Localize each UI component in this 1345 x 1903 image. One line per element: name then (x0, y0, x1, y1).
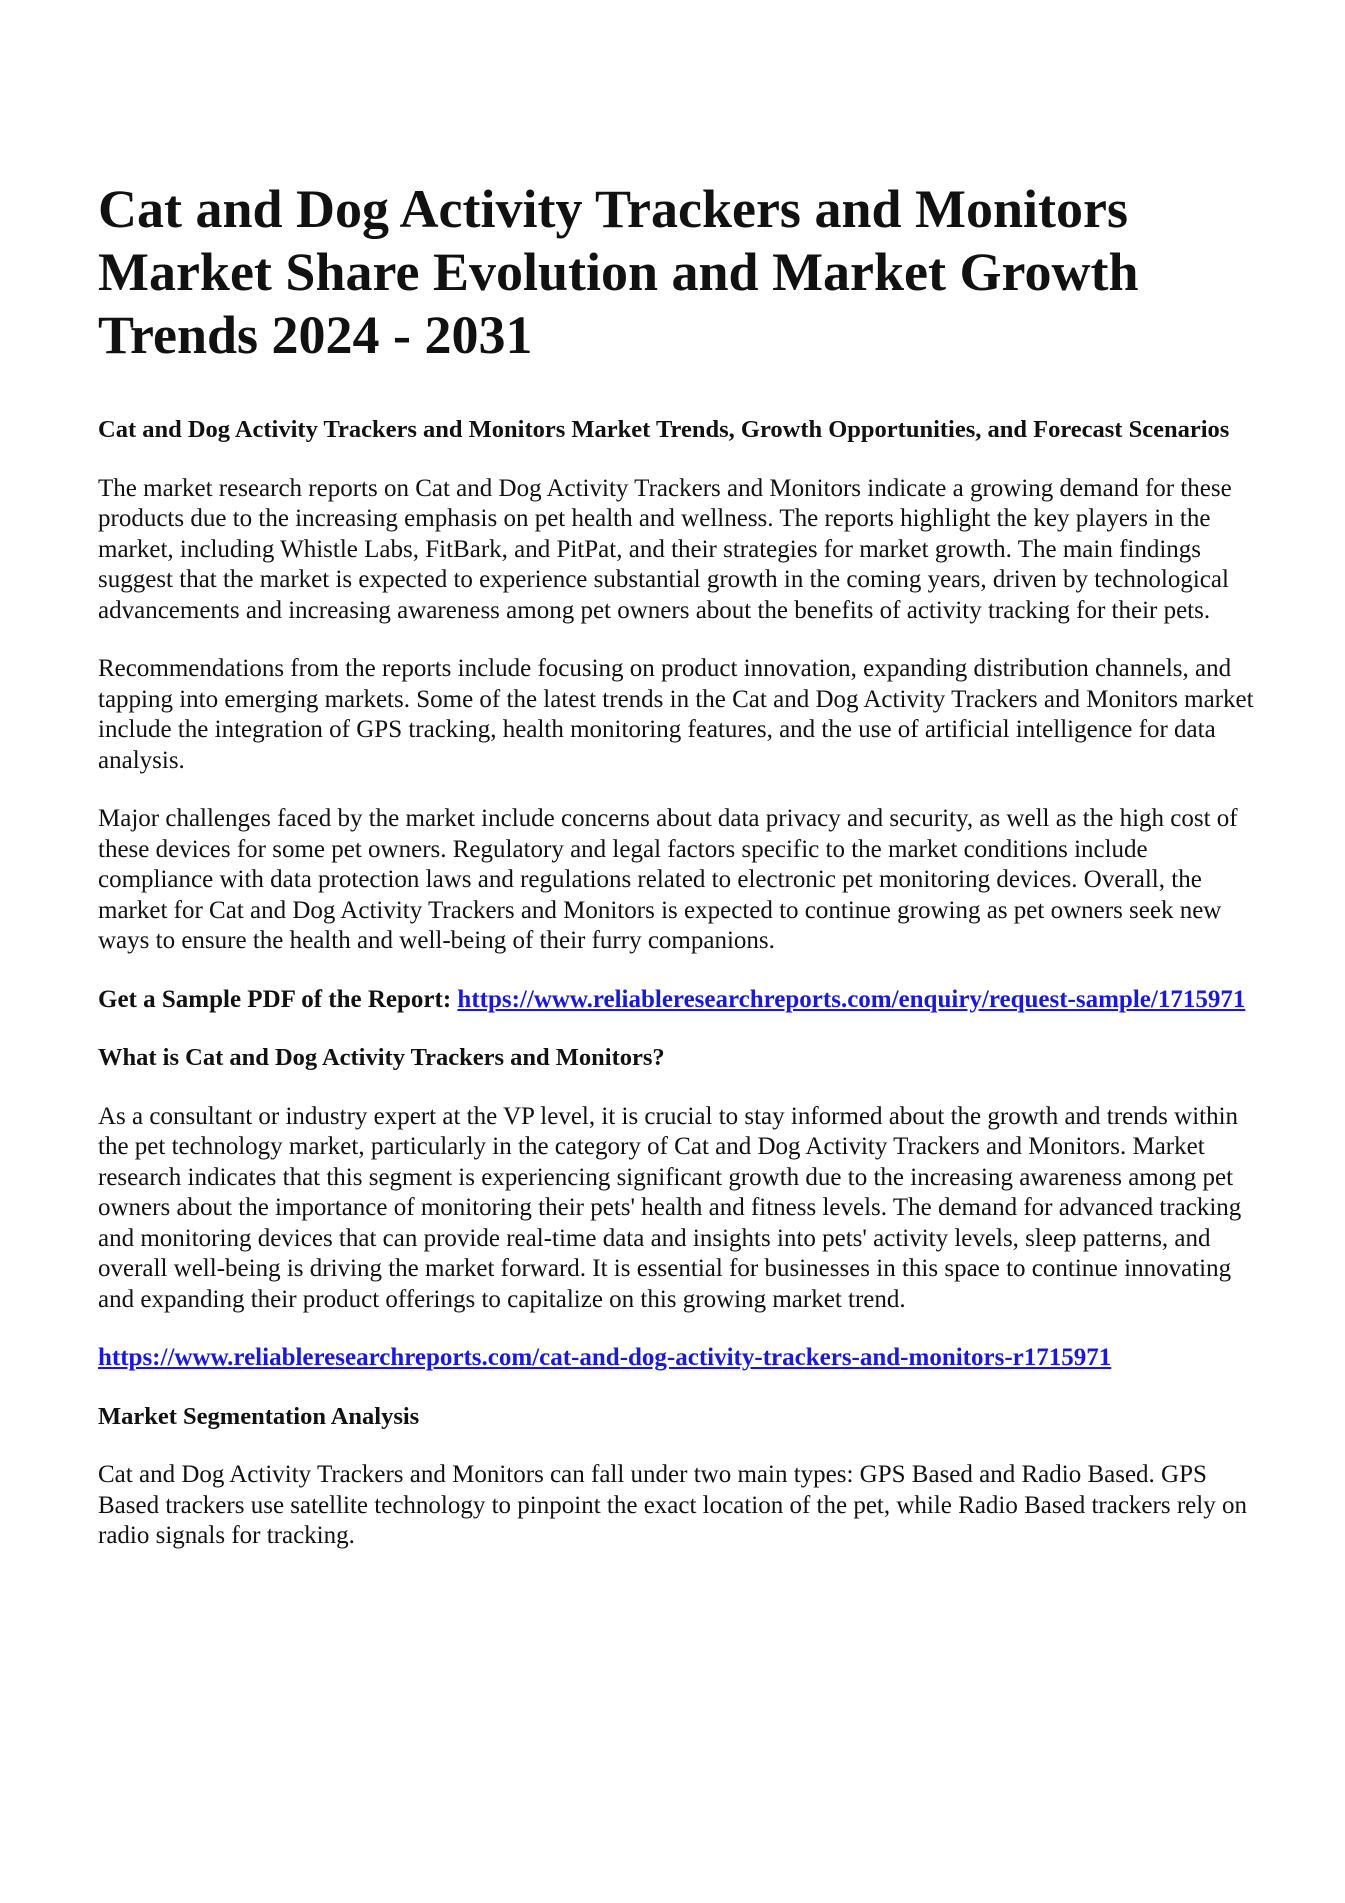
sample-pdf-link[interactable]: https://www.reliableresearchreports.com/enquiry/request-sample/1715971 (457, 985, 1246, 1013)
what-is-paragraph: As a consultant or industry expert at the VP level, it is crucial to stay informed about the growth and trends within the pet technology market, particularly in the category of Cat and Dog Activity Trackers and Monitors. Market research indicates that this segment is experiencing significant growth due to the increasing awareness among pet owners about the importance of monitoring their pets' health and fitness levels. The demand for advanced tracking and monitoring devices that can provide real-time data and insights into pets' activity levels, sleep patterns, and overall well-being is driving the market forward. It is essential for businesses in this space to continue innovating and expanding their product offerings to capitalize on this growing market trend. (98, 1102, 1242, 1313)
sample-pdf-label: Get a Sample PDF of the Report: (98, 985, 458, 1013)
what-is-heading: What is Cat and Dog Activity Trackers and Monitors? (98, 1044, 665, 1071)
page-title: Cat and Dog Activity Trackers and Monitors Market Share Evolution and Market Growth Trends 2024 - 2031 (98, 179, 1139, 365)
report-link-line (98, 1343, 1258, 1374)
challenges-paragraph: Major challenges faced by the market include concerns about data privacy and security, as well as the high cost of these devices for some pet owners. Regulatory and legal factors specific to the market conditions include compliance with data protection laws and regulations related to electronic pet monitoring devices. Overall, the market for Cat and Dog Activity Trackers and Monitors is expected to continue growing as pet owners seek new ways to ensure the health and well-being of their furry companions. (98, 805, 1238, 954)
intro-paragraph: The market research reports on Cat and Dog Activity Trackers and Monitors indicate a growing demand for these products due to the increasing emphasis on pet health and wellness. The reports highlight the key players in the market, including Whistle Labs, FitBark, and PitPat, and their strategies for market growth. The main findings suggest that the market is expected to experience substantial growth in the coming years, driven by technological advancements and increasing awareness among pet owners about the benefits of activity tracking for their pets. (98, 474, 1232, 624)
segmentation-heading: Market Segmentation Analysis (98, 1402, 420, 1430)
report-link[interactable]: https://www.reliableresearchreports.com/cat-and-dog-activity-trackers-and-monitors-r1715971 (98, 1344, 1112, 1371)
recommendations-paragraph: Recommendations from the reports include focusing on product innovation, expanding distribution channels, and tapping into emerging markets. Some of the latest trends in the Cat and Dog Activity Trackers and Monitors market include the integration of GPS tracking, health monitoring features, and the use of artificial intelligence for data analysis. (98, 655, 1254, 774)
page-subtitle: Cat and Dog Activity Trackers and Monitors Market Trends, Growth Opportunities, and Forecast Scenarios (98, 416, 1230, 443)
sample-pdf-line (98, 985, 1258, 1016)
segmentation-paragraph: Cat and Dog Activity Trackers and Monitors can fall under two main types: GPS Based and Radio Based. GPS Based trackers use satellite technology to pinpoint the exact location of the pet, while Radio Based trackers rely on radio signals for tracking. (98, 1461, 1247, 1549)
